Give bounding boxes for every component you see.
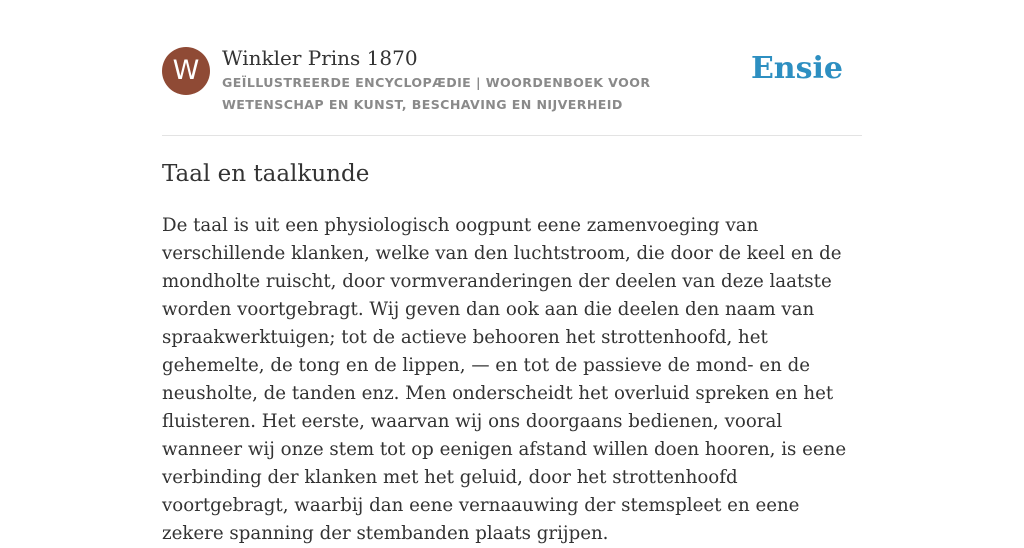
source-subtitle: GEÏLLUSTREERDE ENCYCLOPÆDIE | WOORDENBOEK VOOR WETENSCHAP EN KUNST, BESCHAVING EN NIJVERHEID: [222, 75, 651, 112]
ensie-logo-link[interactable]: Ensie: [750, 51, 843, 86]
article-body: De taal is uit een physiologisch oogpunt eene zamenvoeging van verschillende klanken, welke van den luchtstroom, die door de keel en de mondholte ruischt, door vormveranderingen der deelen van deze laatste worden voortgebragt. Wij geven dan ook aan die deelen den naam van spraakwerktuigen; tot de actieve behooren het strottenhoofd, het gehemelte, de tong en de lippen, — en tot de passieve de mond- en de neusholte, de tanden enz. Men onderscheidt het overluid spreken en het fluisteren. Het eerste, waarvan wij ons doorgaans bedienen, vooral wanneer wij onze stem tot op eenigen afstand willen doen hooren, is eene verbinding der klanken met het geluid, door het strottenhoofd voortgebragt, waarbij dan eene vernaauwing der stemspleet en eene zekere spanning der stembanden plaats grijpen.: [162, 215, 847, 544]
source-title[interactable]: Winkler Prins 1870: [222, 46, 418, 70]
source-header: [162, 45, 862, 117]
source-avatar[interactable]: W: [162, 47, 210, 95]
header-divider: [162, 135, 862, 136]
article-title: Taal en taalkunde: [162, 161, 370, 187]
